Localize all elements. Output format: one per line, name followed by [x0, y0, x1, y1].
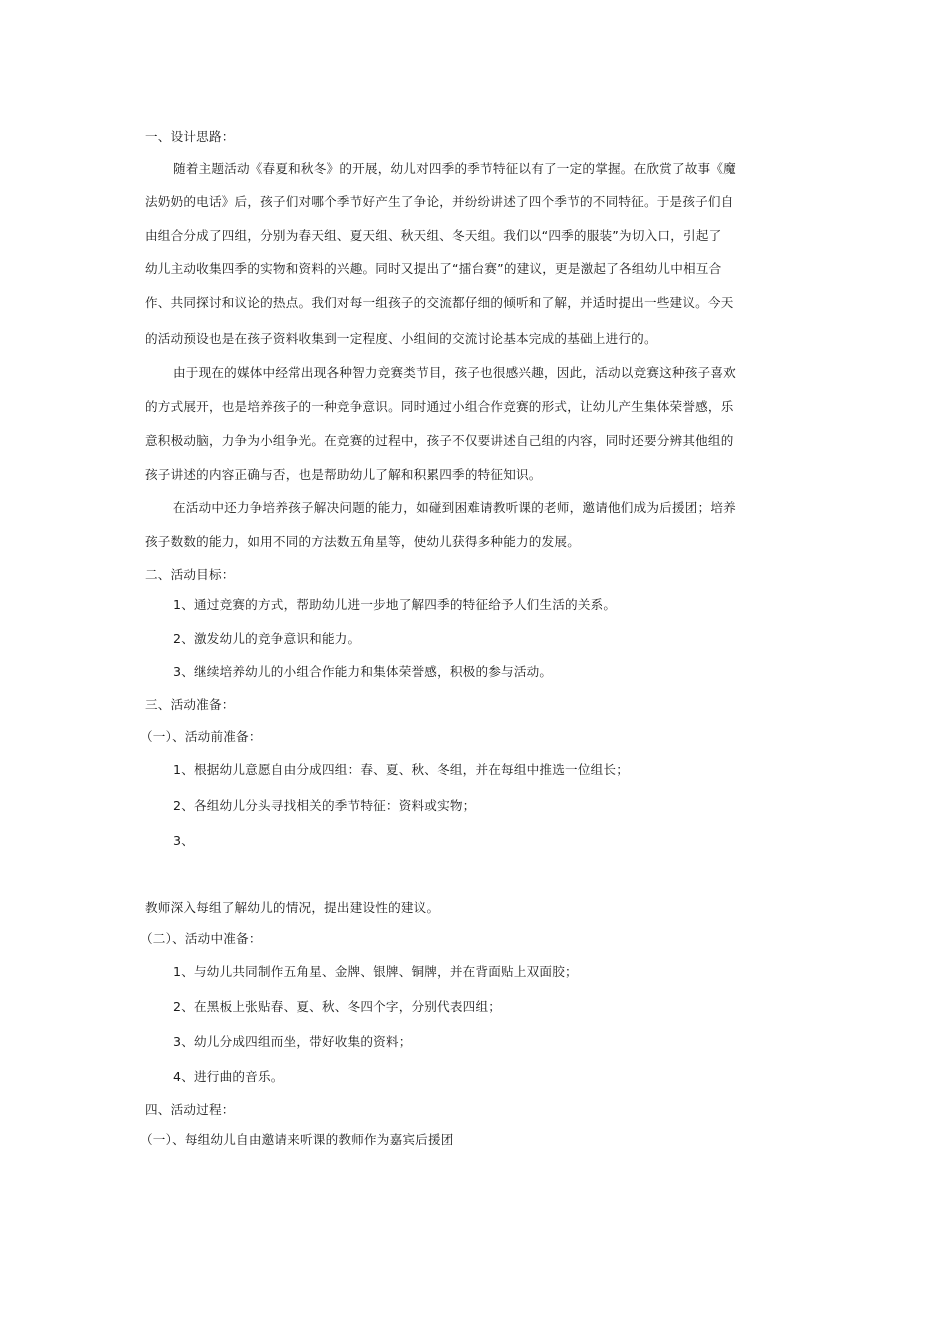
- paragraph-2-line-1: 由于现在的媒体中经常出现各种智力竞赛类节目，孩子也很感兴趣，因此，活动以竞赛这种孩子喜欢: [173, 365, 736, 380]
- section-4-heading: 四、活动过程：: [145, 1102, 235, 1117]
- prep-item: 2、各组幼儿分头寻找相关的季节特征：资料或实物；: [173, 798, 476, 813]
- paragraph-2-line-3: 意积极动脑，力争为小组争光。在竞赛的过程中，孩子不仅要讲述自己组的内容，同时还要分辨其他组的: [145, 433, 734, 448]
- prep-item: 2、在黑板上张贴春、夏、秋、冬四个字，分别代表四组；: [173, 999, 502, 1014]
- section-3-heading: 三、活动准备：: [145, 697, 235, 712]
- prep-item: 3、幼儿分成四组而坐，带好收集的资料；: [173, 1034, 412, 1049]
- prep-during-heading: （二）、活动中准备：: [140, 931, 262, 946]
- paragraph-1-line-2: 法奶奶的电话》后，孩子们对哪个季节好产生了争论，并纷纷讲述了四个季节的不同特征。于是孩子们自: [145, 194, 734, 209]
- paragraph-1-line-3: 由组合分成了四组，分别为春天组、夏天组、秋天组、冬天组。我们以“四季的服装”为切入口，引起了: [145, 228, 722, 243]
- paragraph-1-line-4: 幼儿主动收集四季的实物和资料的兴趣。同时又提出了“擂台赛”的建议，更是激起了各组幼儿中相互合: [145, 261, 722, 276]
- prep-item: 1、根据幼儿意愿自由分成四组：春、夏、秋、冬组，并在每组中推选一位组长；: [173, 762, 629, 777]
- section-2-heading: 二、活动目标：: [145, 567, 235, 582]
- paragraph-3-line-2: 孩子数数的能力，如用不同的方法数五角星等，使幼儿获得多种能力的发展。: [145, 534, 580, 549]
- paragraph-1-line-6: 的活动预设也是在孩子资料收集到一定程度、小组间的交流讨论基本完成的基础上进行的。: [145, 331, 657, 346]
- prep-item-continuation: 教师深入每组了解幼儿的情况，提出建设性的建议。: [145, 900, 440, 915]
- prep-item: 4、进行曲的音乐。: [173, 1069, 284, 1084]
- goal-item: 3、继续培养幼儿的小组合作能力和集体荣誉感，积极的参与活动。: [173, 664, 553, 679]
- section-1-heading: 一、设计思路：: [145, 129, 235, 144]
- prep-item: 3、: [173, 833, 195, 848]
- paragraph-2-line-4: 孩子讲述的内容正确与否，也是帮助幼儿了解和积累四季的特征知识。: [145, 467, 542, 482]
- paragraph-2-line-2: 的方式展开，也是培养孩子的一种竞争意识。同时通过小组合作竞赛的形式，让幼儿产生集体荣誉感，乐: [145, 399, 734, 414]
- paragraph-3-line-1: 在活动中还力争培养孩子解决问题的能力，如碰到困难请教听课的老师，邀请他们成为后援团；培养: [173, 500, 736, 515]
- goal-item: 2、激发幼儿的竞争意识和能力。: [173, 631, 361, 646]
- prep-before-heading: （一）、活动前准备：: [140, 729, 262, 744]
- paragraph-1-line-1: 随着主题活动《春夏和秋冬》的开展，幼儿对四季的季节特征以有了一定的掌握。在欣赏了故事《魔: [173, 161, 736, 176]
- prep-item: 1、与幼儿共同制作五角星、金牌、银牌、铜牌，并在背面贴上双面胶；: [173, 964, 578, 979]
- paragraph-1-line-5: 作、共同探讨和议论的热点。我们对每一组孩子的交流都仔细的倾听和了解，并适时提出一些建议。今天: [145, 295, 734, 310]
- process-step-heading: （一）、每组幼儿自由邀请来听课的教师作为嘉宾后援团: [140, 1132, 454, 1147]
- goal-item: 1、通过竞赛的方式，帮助幼儿进一步地了解四季的特征给予人们生活的关系。: [173, 597, 617, 612]
